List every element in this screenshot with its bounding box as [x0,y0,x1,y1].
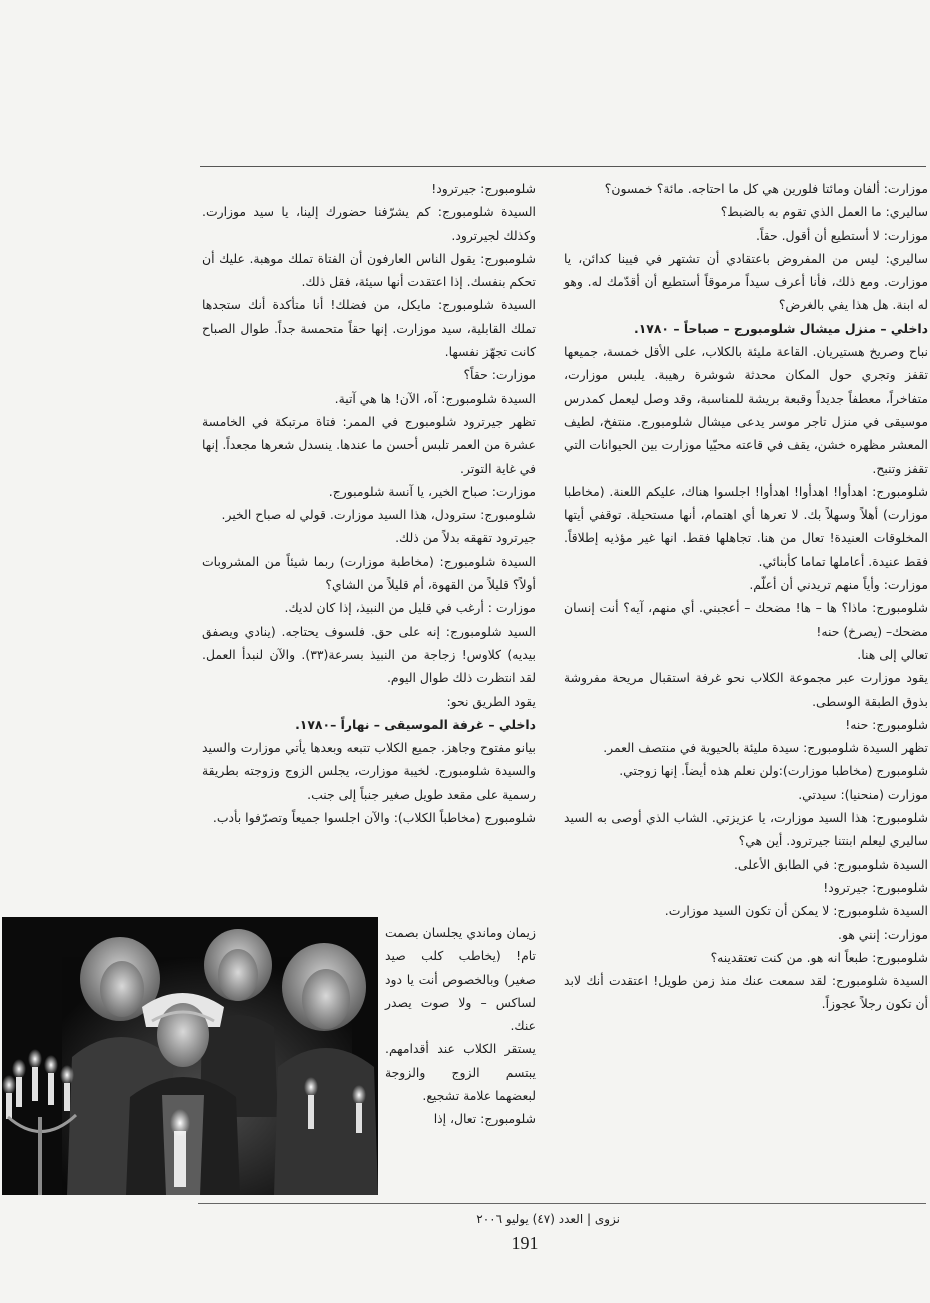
scene-heading: داخلي – منزل ميشال شلومبورج – صباحاً – ١٧٨٠. [634,320,928,336]
paragraph: شلومبورج: تعال، إذا [433,1111,536,1127]
issue-footer: نزوى | العدد (٤٧) يوليو ٢٠٠٦ [476,1212,620,1226]
paragraph: السيدة شلومبورج: آه، الآن! ها هي آتية. [334,390,536,406]
paragraph: شلومبورج (مخاطباً الكلاب): والآن اجلسوا جميعاً وتصرّفوا بأدب. [212,810,536,826]
paragraph: نباح وصريخ هستيريان. القاعة مليئة بالكلاب، على الأقل خمسة، جميعها تقفز وتجري حول المكان محدثة شوشرة رهيبة. يلبس موزارت، متفاخراً، معطفاً جديداً وقبعة بريشة للمناسبة، وقد وصل ليعمل كمدرس موسيقى في منزل تاجر موسر يدعى ميشال شلومبورج. منتفخ، لطيف المعشر مظهره خشن، يقف في قاعته محيّيا موزارت بين الحيوانات التي تقفز وتنبح. [564,344,928,476]
paragraph: شلومبورج (مخاطبا موزارت):ولن نعلم هذه أيضاً. إنها زوجتي. [619,763,928,779]
film-still-photo [2,917,378,1195]
paragraph: تعالي إلى هنا. [857,646,928,662]
paragraph: موزارت: لا أستطيع أن أقول. حقاً. [756,227,928,243]
paragraph: موزارت: صباح الخير، يا آنسة شلومبورج. [328,483,536,499]
paragraph: يقود موزارت عبر مجموعة الكلاب نحو غرفة استقبال مريحة مفروشة بذوق الطبقة الوسطى. [564,670,928,709]
bottom-rule [198,1203,926,1204]
paragraph: شلومبورج: طبعاً انه هو. من كنت تعتقدينه؟ [710,949,928,965]
text-column-left-narrow [385,921,536,1131]
photo-illustration [2,917,378,1195]
top-rule [200,166,926,167]
paragraph: شلومبورج: يقول الناس العارفون أن الفتاة تملك موهبة. عليك أن تحكم بنفسك. إذا اعتقدت أنها سيئة، فقل ذلك. [202,250,536,290]
paragraph: السيدة شلومبورج: في الطابق الأعلى. [733,856,928,872]
paragraph: يستقر الكلاب عند أقدامهم. يبتسم الزوج والزوجة لبعضهما علامة تشجيع. [385,1041,536,1104]
paragraph: السيدة شلومبورج: لقد سمعت عنك منذ زمن طويل! اعتقدت أنك لابد أن تكون رجلاً عجوزاً. [564,973,928,1012]
paragraph: موزارت: حقاً؟ [463,367,536,383]
paragraph: موزارت (منحنيا): سيدتي. [798,786,928,802]
page-number: 191 [511,1233,539,1253]
paragraph: موزارت: ألفان ومائتا فلورين هي كل ما احتاجه. مائة؟ خمسون؟ [604,181,928,196]
text-column-right [564,177,928,1016]
paragraph: شلومبورج: اهدأوا! اهدأوا! اهدأوا! اجلسوا هناك، عليكم اللعنة. (مخاطبا موزارت) أهلاً وسهلاً بك. لا تعرها أي اهتمام، أنها مستحيلة. توقفي أيتها المخلوقات العنيدة! تعال من هنا. تجاهلها فقط. انها غير مؤذيه إطلاقاً. فقط عنيدة. أعاملها تماما كأبنائي. [564,483,928,569]
paragraph: موزارت: وأياً منهم تريدني أن أعلّم. [749,577,928,593]
text-column-left [202,177,536,829]
paragraph: شلومبورج: سترودل، هذا السيد موزارت. قولي له صباح الخير. [221,507,536,523]
paragraph: تظهر السيدة شلومبورج: سيدة مليئة بالحيوية في منتصف العمر. [603,740,928,756]
scene-heading: داخلي – غرفة الموسيقى – نهاراً –١٧٨٠. [295,716,536,732]
paragraph: موزارت : أرغب في قليل من النبيذ، إذا كان لديك. [284,600,536,616]
paragraph: تظهر جيرترود شلومبورج في الممر: فتاة مرتبكة في الخامسة عشرة من العمر تلبس أحسن ما عندها. ينسدل شعرها مجعداً. إنها في غاية التوتر. [202,413,536,476]
paragraph: زيمان وماندي يجلسان بصمت تام! (يخاطب كلب صيد صغير) وبالخصوص أنت يا دود لساكس – ولا صوت يصدر عنك. [385,925,536,1034]
paragraph: شلومبورج: حنه! [845,716,928,732]
paragraph: ساليري: ما العمل الذي تقوم به بالضبط؟ [720,204,928,220]
paragraph: بيانو مفتوح وجاهز. جميع الكلاب تتبعه وبعدها يأتي موزارت والسيد والسيدة شلومبورج. لخيبة موزارت، يجلس الزوج وزوجته بطريقة رسمية على مقعد طويل صغير جنباً إلى جنب. [202,740,536,802]
paragraph: شلومبورج: ماذا؟ ها – ها! مضحك – أعجبني. أي منهم، آيه؟ أنت إنسان مضحك– (يصرخ) حنه! [564,600,928,639]
paragraph: شلومبورج: هذا السيد موزارت، يا عزيزتي. الشاب الذي أوصى به السيد ساليري ليعلم ابنتنا جيرترود. أين هي؟ [564,810,928,849]
paragraph: شلومبورج: جيرترود! [823,879,928,895]
paragraph: شلومبورج: جيرترود! [431,181,536,196]
paragraph: السيدة شلومبورج: مايكل، من فضلك! أنا متأكدة أنك ستجدها تملك القابلية، سيد موزارت. إنها حقاً متحمسة جداً. طوال الصباح كانت تجهّز نفسها. [202,297,536,360]
paragraph: السيدة شلومبورج: (مخاطبة موزارت) ربما شيئاً من المشروبات أولاً؟ قليلاً من القهوة، أم قليلاً من الشاي؟ [202,553,536,593]
paragraph: يقود الطريق نحو: [446,693,536,709]
paragraph: السيد شلومبورج: إنه على حق. فلسوف يحتاجه. (ينادي ويصفق بيديه) كلاوس! زجاجة من النبيذ بسرعة(٣٣). والآن لنبدأ العمل. لقد انتظرت ذلك طوال اليوم. [202,623,536,686]
paragraph: السيدة شلومبورج: لا يمكن أن تكون السيد موزارت. [664,903,928,919]
paragraph: موزارت: إنني هو. [838,926,928,942]
paragraph: جيرترود تقهقه بدلاً من ذلك. [395,530,536,546]
paragraph: ساليري: ليس من المفروض باعتقادي أن تشتهر في فيينا كدائن، يا موزارت. ومع ذلك، فأنا أعرف سيداً مرموقاً أستطيع أن أقدّمك له. وهو له ابنة. هل هذا يفي بالغرض؟ [564,250,928,313]
paragraph: السيدة شلومبورج: كم يشرّفنا حضورك إلينا، يا سيد موزارت. وكذلك لجيرترود. [202,204,536,243]
